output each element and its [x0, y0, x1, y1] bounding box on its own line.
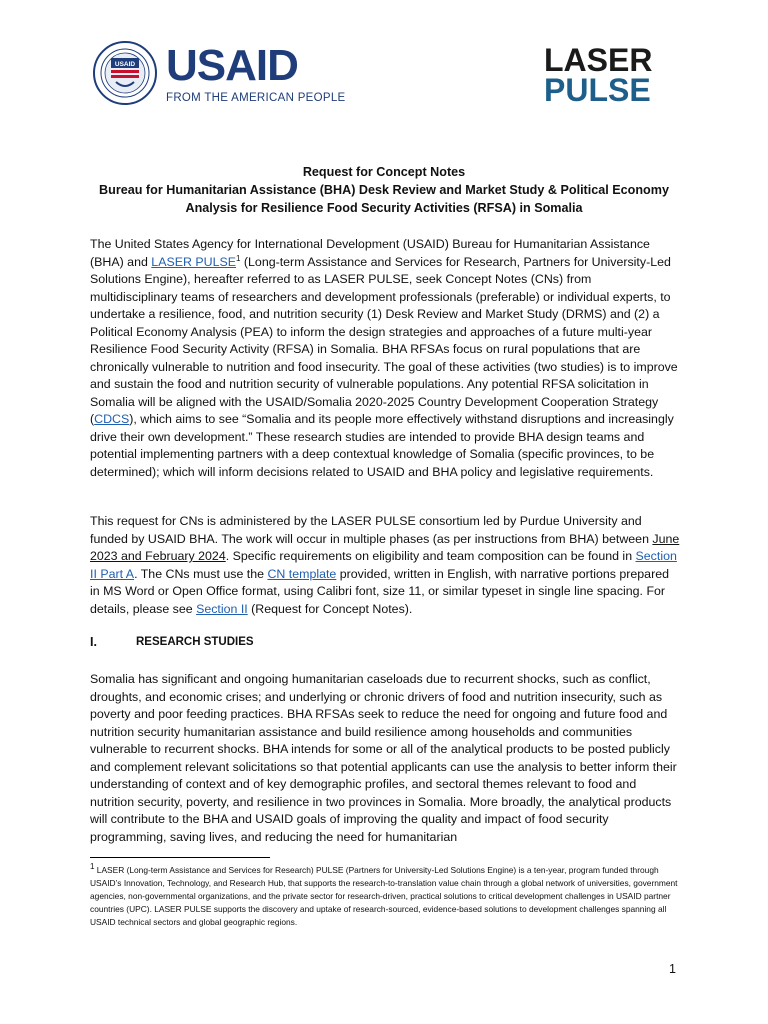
- title-line-3: Analysis for Resilience Food Security Activities (RFSA) in Somalia: [185, 201, 583, 215]
- page-number: 1: [669, 962, 676, 976]
- document-title: [88, 163, 680, 217]
- footnote-number: 1: [90, 862, 95, 872]
- usaid-wordmark-text: USAID: [166, 41, 298, 90]
- title-line-1: Request for Concept Notes: [302, 165, 466, 179]
- administration-paragraph: [90, 513, 680, 618]
- dates-underlined: June 2023 and February 2024: [90, 531, 680, 563]
- laser-logo-line1: LASER: [544, 42, 653, 78]
- admin-text-b: . Specific requirements on eligibility and team composition can be found in: [225, 549, 636, 563]
- section-ii-part-a-link[interactable]: Section II Part A: [90, 549, 677, 581]
- cdcs-link[interactable]: CDCS: [94, 412, 130, 426]
- seal-text: USAID: [114, 61, 136, 68]
- admin-text-d: provided, written in English, with narrative portions prepared in MS Word or Open Office format, using Calibri font, size 11, or similar typeset in single line spacing. For details, please see: [90, 566, 669, 616]
- title-line-2: Bureau for Humanitarian Assistance (BHA) Desk Review and Market Study & Political Economy: [99, 183, 669, 197]
- intro-paragraph: [90, 236, 680, 481]
- usaid-logo: [92, 40, 346, 110]
- footnote-text: LASER (Long-term Assistance and Services for Research) PULSE (Partners for University-Led Solutions Engine) is a ten-year, program funded through USAID’s Innovation, Technology, and Research Hub, that supports the research-to-translation value chain through a global network of universities, government agencies, non-governmental organizations, and the private sector for research-driven, practical solutions to critical development challenges in USAID partner countries (UPC). LASER PULSE supports the discovery and uptake of research-sourced, evidence-based solutions to development challenges spanning all USAID technical sectors and global geographic regions.: [90, 865, 678, 927]
- footnote-divider: [90, 857, 270, 858]
- research-studies-paragraph: Somalia has significant and ongoing humanitarian caseloads due to recurrent shocks, such as conflict, droughts, and economic crises; and underlying or chronic drivers of food and nutrition insecurity, such as poverty and poor feeding practices. BHA RFSAs seek to reduce the need for ongoing and future food and nutrition security humanitarian assistance and build resilience among households and communities vulnerable to recurrent shocks. BHA intends for some or all of the analytical products to be posted publicly and complement relevant solicitations so that potential applicants can use the analysis to better inform their understanding of context and of key demographic profiles, and sectoral themes relevant to food and nutrition security, poverty, and resilience in two provinces in Somalia. More broadly, the analytical products will contribute to the BHA and USAID goals of improving the quality and impact of food security programming, saving lives, and reducing the need for humanitarian: [90, 672, 677, 844]
- intro-text-c: ), which aims to see “Somalia and its people more effectively withstand disruptions and increasingly drive their own development.” These research studies are intended to provide BHA design teams and potential implementing partners with a deep contextual knowledge of Somalia (specific provinces, to be determined); which will inform decisions related to USAID and BHA policy and legislative requirements.: [90, 412, 674, 479]
- usaid-seal-icon: [92, 40, 158, 106]
- intro-text-a: The United States Agency for International Development (USAID) Bureau for Humanitarian Assistance (BHA) and: [90, 237, 650, 269]
- admin-text-a: This request for CNs is administered by the LASER PULSE consortium led by Purdue University and funded by USAID BHA. The work will occur in multiple phases (as per instructions from BHA) between: [90, 514, 653, 546]
- footnote: [90, 864, 680, 929]
- laser-pulse-logo: [544, 42, 674, 111]
- section-ii-link[interactable]: Section II: [196, 601, 248, 616]
- cn-template-link[interactable]: CN template: [267, 566, 337, 581]
- admin-text-e: (Request for Concept Notes).: [247, 601, 413, 616]
- laser-pulse-link[interactable]: LASER PULSE: [151, 254, 237, 269]
- intro-text-b: (Long-term Assistance and Services for Research, Partners for University-Led Solutions Engine), hereafter referred to as LASER PULSE, seek Concept Notes (CNs) from multidisciplinary teams of researchers and development professionals (preferable) or individual experts, to undertake a resilience, food, and nutrition security (1) Desk Review and Market Study (DRMS) and (2) a Political Economy Analysis (PEA) to inform the design strategies and approaches of a future multi-year Resilience Food Security Activity (RFSA) in Somalia. BHA RFSAs focus on rural populations that are chronically vulnerable to nutrition and food insecurity. The goal of these activities (two studies) is to improve and sustain the food and nutrition security of vulnerable populations. Any potential RFSA solicitation in Somalia will be aligned with the USAID/Somalia 2020-2025 Country Development Cooperation Strategy (: [90, 254, 678, 426]
- admin-text-c: . The CNs must use the: [134, 566, 268, 581]
- laser-logo-line2: PULSE: [544, 72, 651, 108]
- section-title: RESEARCH STUDIES: [136, 636, 254, 648]
- footnote-ref: 1: [236, 253, 241, 263]
- section-number: I.: [90, 635, 97, 649]
- usaid-tagline: FROM THE AMERICAN PEOPLE: [166, 92, 346, 104]
- usaid-wordmark: [166, 41, 298, 90]
